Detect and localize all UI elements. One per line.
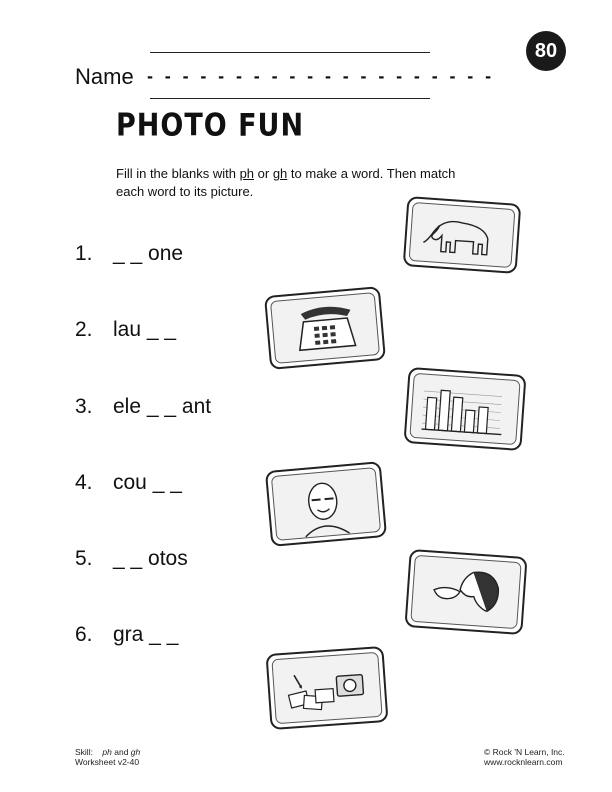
instructions: Fill in the blanks with ph or gh to make a word. Then match each word to its picture. [116, 166, 456, 199]
name-line-bottom [150, 98, 430, 99]
list-item: 4. cou _ _ [75, 471, 182, 494]
list-item: 3. ele _ _ ant [75, 395, 212, 418]
footer-skill: Skill: ph and gh Worksheet v2-40 [75, 747, 141, 767]
name-dashed-line: - - - - - - - - - - - - - - - - - - - - [147, 66, 495, 86]
footer-copyright: © Rock 'N Learn, Inc. www.rocknlearn.com [484, 747, 565, 767]
list-item: 1. _ _ one [75, 242, 184, 265]
graph-picture[interactable] [402, 366, 527, 452]
telephone-picture[interactable] [263, 285, 387, 371]
coughing-man-picture[interactable] [403, 548, 528, 636]
name-label: Name [75, 64, 134, 89]
photos-camera-picture[interactable] [264, 645, 389, 731]
list-item: 6. gra _ _ [75, 623, 179, 646]
elephant-picture[interactable] [402, 195, 523, 275]
laughing-man-picture[interactable] [264, 460, 388, 548]
name-line-top [150, 52, 430, 53]
list-item: 5. _ _ otos [75, 547, 188, 570]
worksheet-title: PHOTO FUN [116, 108, 305, 144]
page-number-badge: 80 [526, 31, 566, 71]
list-item: 2. lau _ _ [75, 318, 177, 341]
